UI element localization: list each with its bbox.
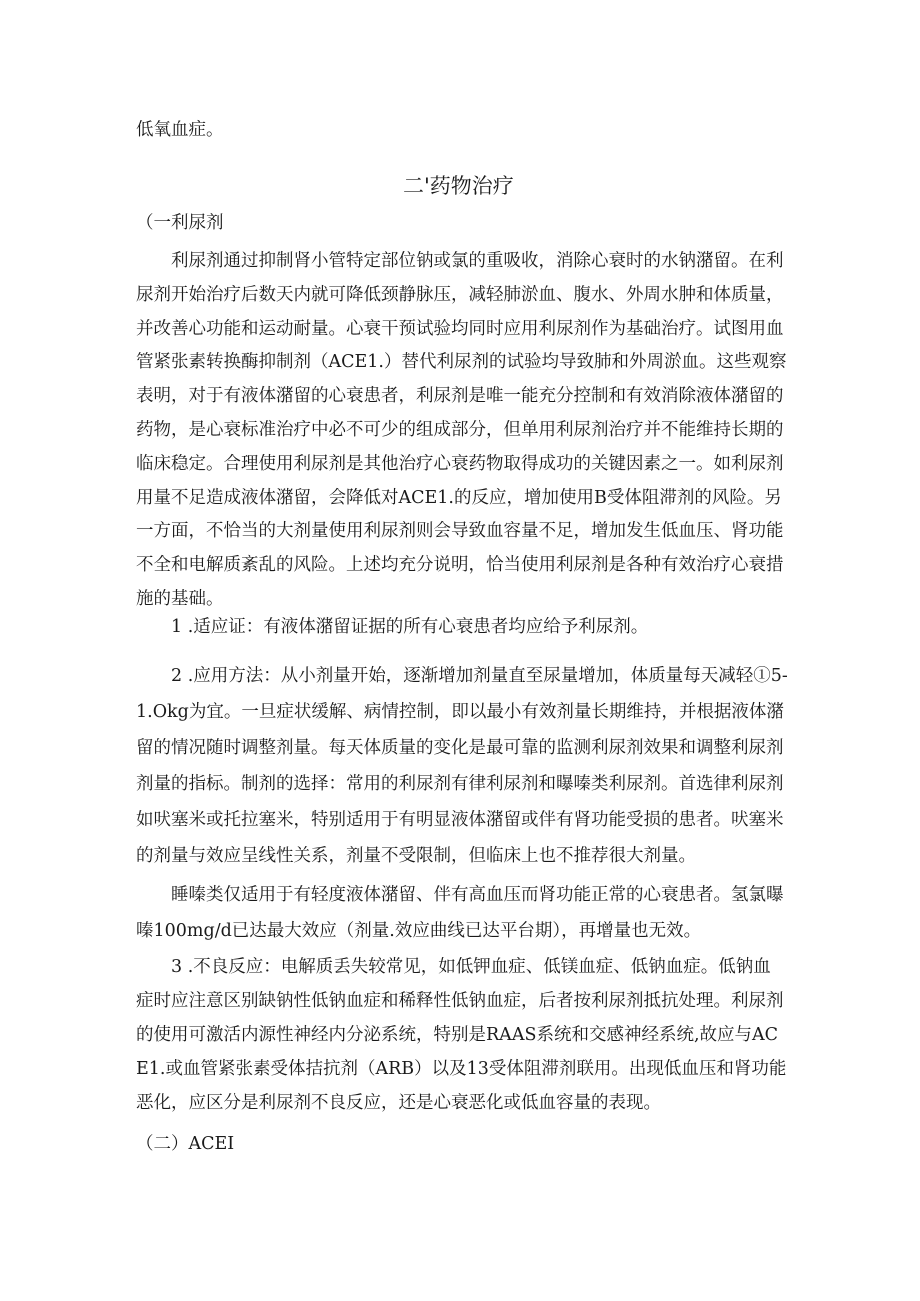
subsection-heading-acei: （二）ACEI xyxy=(136,1134,235,1154)
list-item-adverse-reactions: 3 .不良反应：电解质丢失较常见，如低钾血症、低镁血症、低钠血症。低钠血症时应注意区别缺钠性低钠血症和稀释性低钠血症，后者按利尿剂抵抗处理。利尿剂的使用可激活内源性神经内分泌系统，特别是RAAS系统和交感神经系统,故应与ACE1.或血管紧张素受体拮抗剂（ARB）以及13受体阻滞剂联用。出现低血压和肾功能恶化，应区分是利尿剂不良反应，还是心衰恶化或低血容量的表现。 xyxy=(136,957,787,1113)
list-item-administration: 2 .应用方法：从小剂量开始，逐渐增加剂量直至尿量增加，体质量每天减轻①5-1.Okg为宜。一旦症状缓解、病情控制，即以最小有效剂量长期维持，并根据液体潴留的情况随时调整剂量。每天体质量的变化是最可靠的监测利尿剂效果和调整利尿剂剂量的指标。制剂的选择：常用的利尿剂有律利尿剂和曝嗪类利尿剂。首选律利尿剂如吠塞米或托拉塞米，特别适用于有明显液体潴留或伴有肾功能受损的患者。吠塞米的剂量与效应呈线性关系，剂量不受限制，但临床上也不推荐很大剂量。 xyxy=(136,666,788,866)
section-title: 二'药物治疗 xyxy=(403,174,514,198)
paragraph-diuretics-overview: 利尿剂通过抑制肾小管特定部位钠或氯的重吸收，消除心衰时的水钠潴留。在利尿剂开始治疗后数天内就可降低颈静脉压，减轻肺淤血、腹水、外周水肿和体质量，并改善心功能和运动耐量。心衰干预试验均同时应用利尿剂作为基础治疗。试图用血管紧张素转换酶抑制剂（ACE1.）替代利尿剂的试验均导致肺和外周淤血。这些观察表明，对于有液体潴留的心衰患者，利尿剂是唯一能充分控制和有效消除液体潴留的药物，是心衰标准治疗中必不可少的组成部分，但单用利尿剂治疗并不能维持长期的临床稳定。合理使用利尿剂是其他治疗心衰药物取得成功的关键因素之一。如利尿剂用量不足造成液体潴留，会降低对ACE1.的反应，增加使用B受体阻滞剂的风险。另一方面，不恰当的大剂量使用利尿剂则会导致血容量不足，增加发生低血压、肾功能不全和电解质紊乱的风险。上述均充分说明，恰当使用利尿剂是各种有效治疗心衰措施的基础。 xyxy=(136,251,787,609)
paragraph-thiazide: 睡嗪类仅适用于有轻度液体潴留、伴有高血压而肾功能正常的心衰患者。氢氯曝嗪100mg/d已达最大效应（剂量.效应曲线已达平台期），再增量也无效。 xyxy=(136,885,784,941)
list-item-indications: 1 .适应证：有液体潴留证据的所有心衰患者均应给予利尿剂。 xyxy=(171,617,649,637)
subsection-heading-diuretics: （一利尿剂 xyxy=(136,213,224,233)
intro-tail-text: 低氧血症。 xyxy=(136,120,224,140)
